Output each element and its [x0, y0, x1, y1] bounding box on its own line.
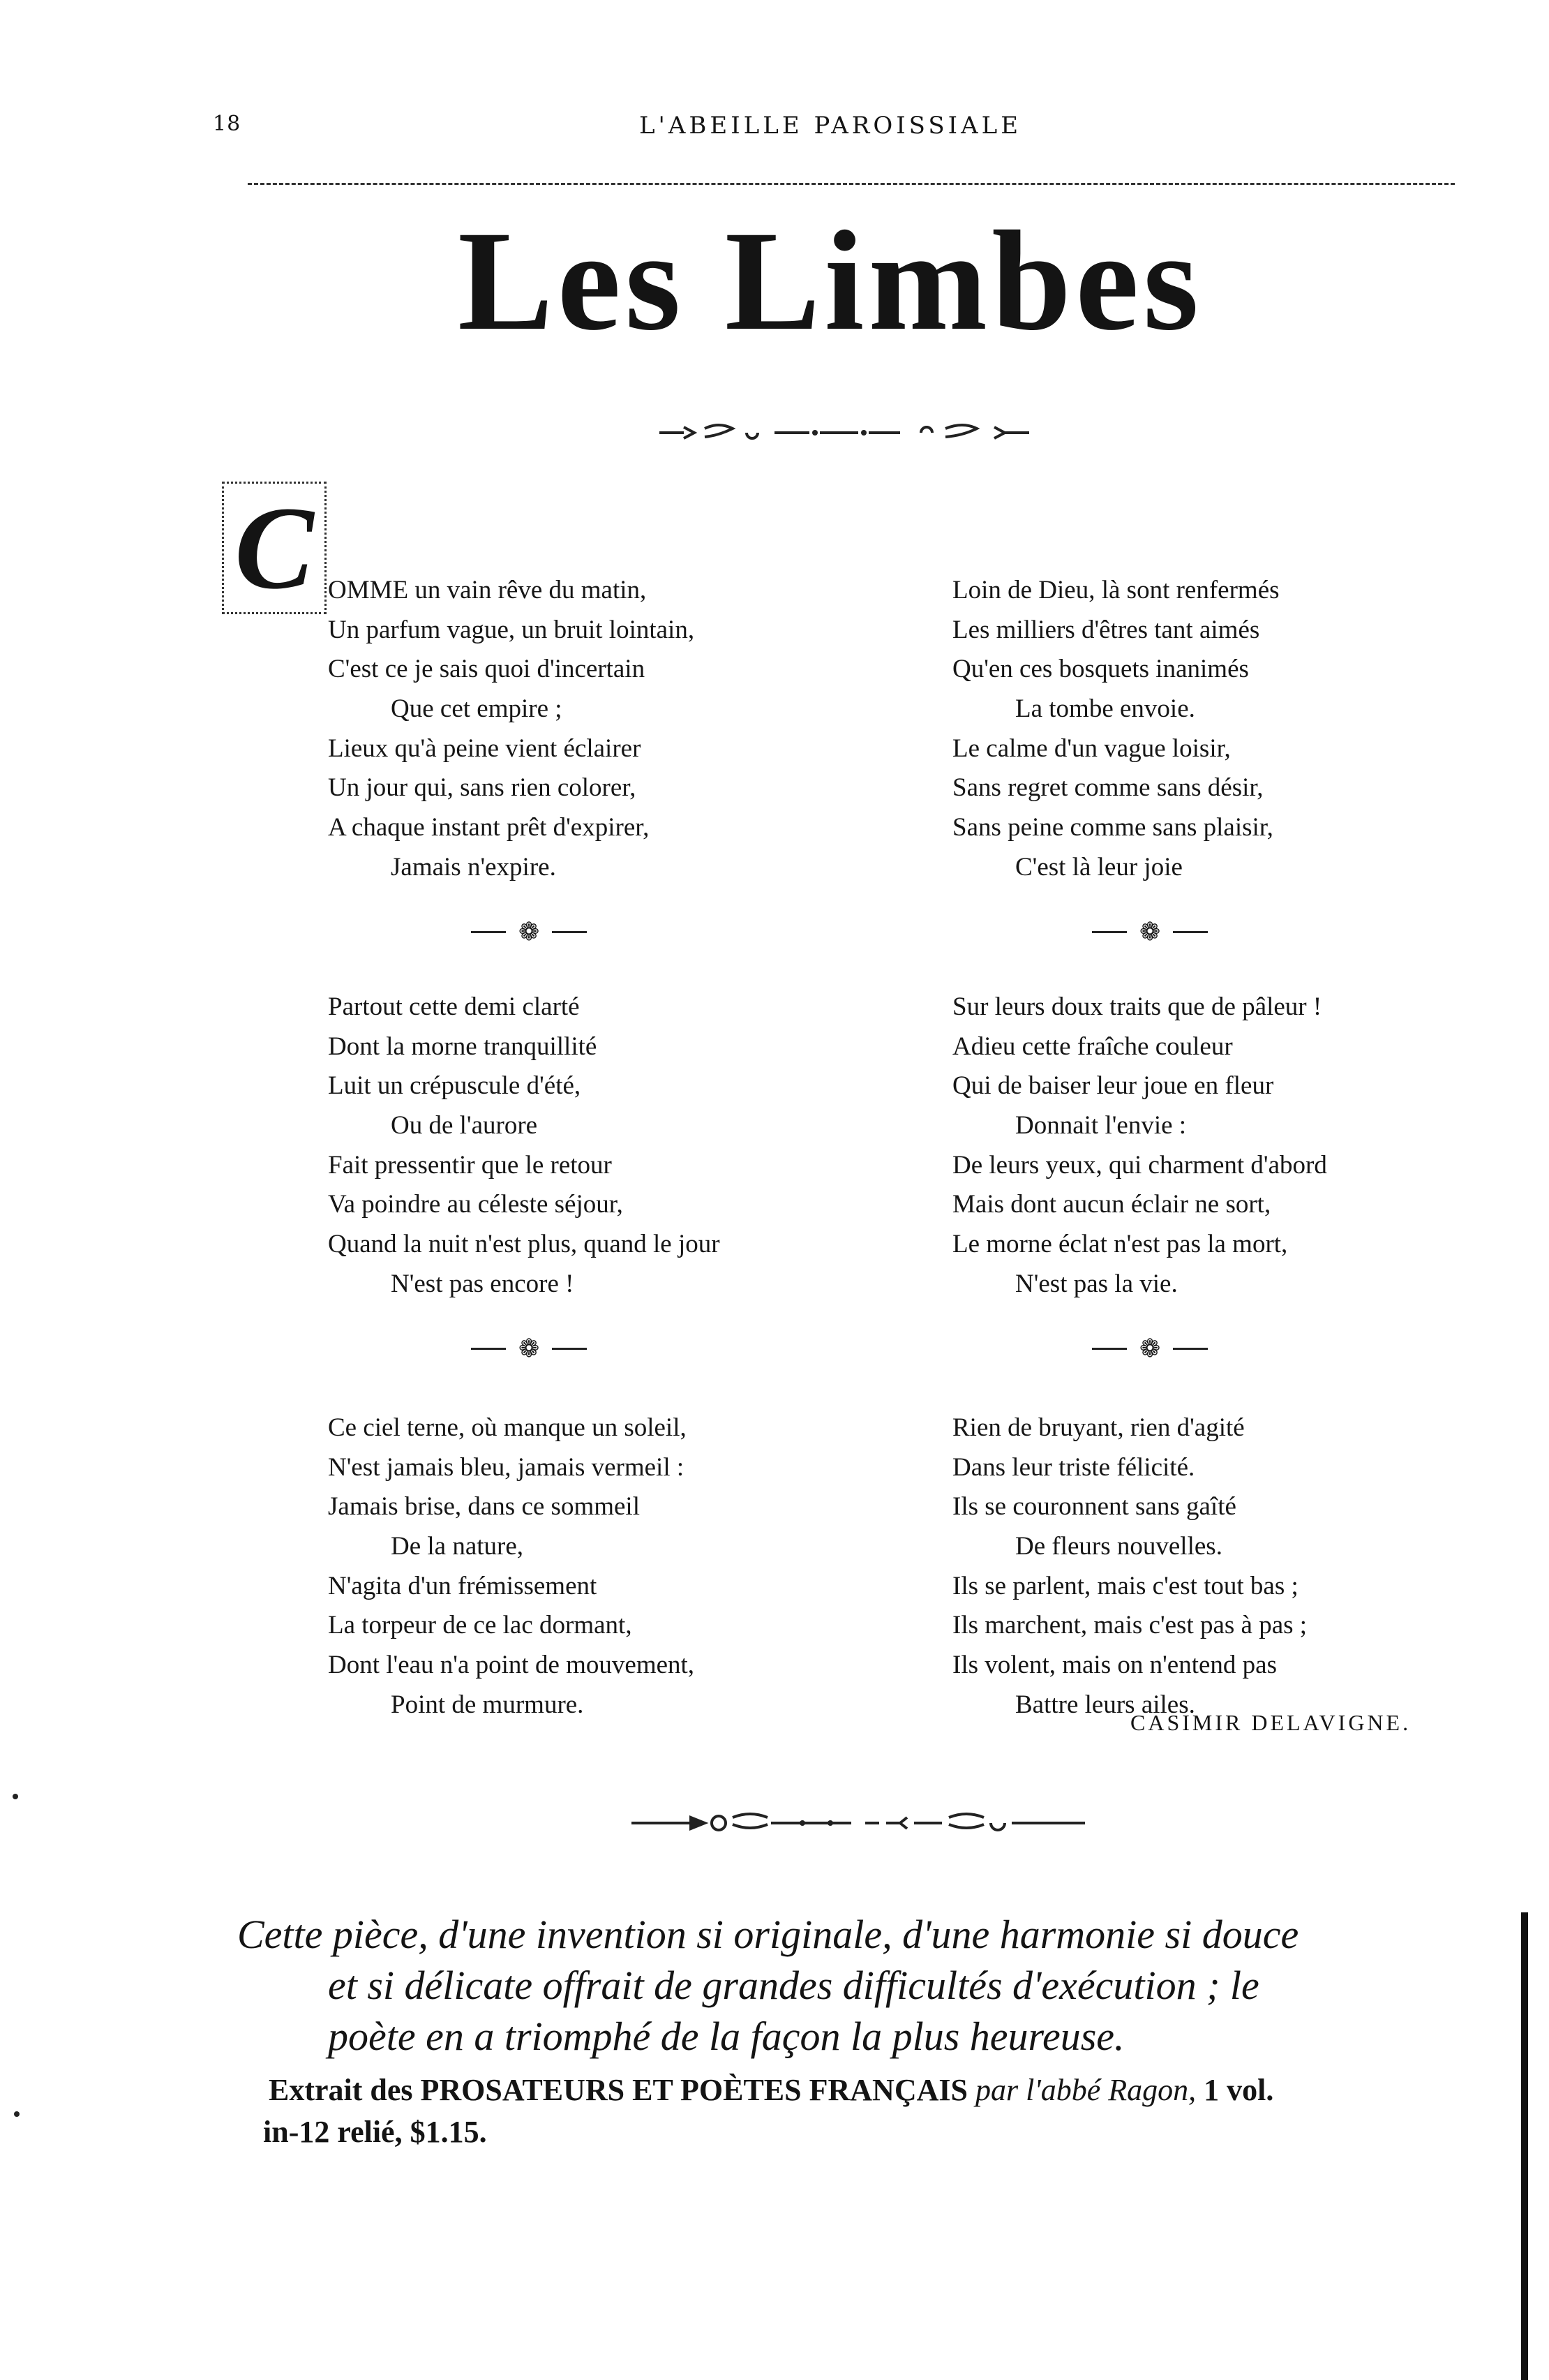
flower-icon: ❁: [1139, 1334, 1161, 1363]
verse-line: A chaque instant prêt d'expirer,: [328, 813, 650, 842]
stanza-separator: [471, 1334, 587, 1363]
verse-line: N'est jamais bleu, jamais vermeil :: [328, 1452, 684, 1482]
stanza-right-3: [952, 1408, 1307, 1725]
verse-line: Sur leurs doux traits que de pâleur !: [952, 992, 1322, 1021]
verse-line: Donnait l'envie :: [1015, 1111, 1187, 1140]
page-number: 18: [213, 112, 241, 136]
scan-speck: [13, 1794, 18, 1799]
stanza-left-2: [328, 988, 720, 1304]
stanza-right-1: [952, 571, 1280, 888]
running-head: L'ABEILLE PAROISSIALE: [638, 112, 1022, 140]
source-note-text: Extrait des PROSATEURS ET POÈTES FRANÇAIS: [269, 2073, 968, 2107]
source-author: par l'abbé Ragon,: [975, 2073, 1197, 2107]
verse-line: Un jour qui, sans rien colorer,: [328, 773, 636, 803]
scan-speck: [14, 2111, 20, 2117]
commentary-line: poète en a triomphé de la façon la plus heureuse.: [328, 2014, 1125, 2059]
title-ornament: [656, 419, 1033, 447]
verse-line: Ils volent, mais on n'entend pas: [952, 1651, 1277, 1680]
verse-line: Qu'en ces bosquets inanimés: [952, 655, 1249, 684]
header-rule: [248, 183, 1455, 185]
verse-line: Fait pressentir que le retour: [328, 1150, 612, 1180]
verse-line: Quand la nuit n'est plus, quand le jour: [328, 1230, 720, 1259]
verse-line: Jamais n'expire.: [391, 852, 556, 882]
verse-line: Qui de baiser leur joue en fleur: [952, 1071, 1274, 1101]
source-price: in-12 relié, $1.15.: [263, 2115, 487, 2149]
flower-icon: ❁: [518, 918, 540, 946]
commentary: [237, 1909, 1472, 2062]
verse-line: C'est ce je sais quoi d'incertain: [328, 655, 645, 684]
verse-line: Point de murmure.: [391, 1690, 584, 1719]
verse-line: Jamais brise, dans ce sommeil: [328, 1492, 640, 1522]
verse-line: Loin de Dieu, là sont renfermés: [952, 576, 1280, 604]
stanza-right-2: [952, 988, 1327, 1304]
verse-line: Dont l'eau n'a point de mouvement,: [328, 1651, 695, 1680]
commentary-line: Cette pièce, d'une invention si originale, d'une harmonie si douce: [237, 1912, 1299, 1957]
verse-line: Ce ciel terne, où manque un soleil,: [328, 1413, 687, 1442]
verse-line: N'agita d'un frémissement: [328, 1571, 597, 1600]
verse-line: La torpeur de ce lac dormant,: [328, 1611, 632, 1640]
verse-line: Sans peine comme sans plaisir,: [952, 813, 1273, 842]
verse-line: Rien de bruyant, rien d'agité: [952, 1413, 1245, 1442]
verse-line: Que cet empire ;: [391, 694, 562, 724]
verse-line: Ils marchent, mais c'est pas à pas ;: [952, 1611, 1308, 1640]
stanza-left-3: [328, 1408, 694, 1725]
stanza-separator: [1092, 918, 1208, 946]
closing-ornament: [628, 1808, 1088, 1836]
scan-edge-line: [1521, 1912, 1528, 2380]
commentary-line: et si délicate offrait de grandes difficultés d'exécution ; le: [328, 1963, 1259, 2008]
flower-icon: ❁: [518, 1334, 540, 1363]
verse-line: N'est pas encore !: [391, 1269, 574, 1298]
verse-line: De fleurs nouvelles.: [1015, 1532, 1222, 1561]
drop-cap: C: [222, 482, 327, 614]
verse-line: De la nature,: [391, 1532, 524, 1561]
verse-line: Mais dont aucun éclair ne sort,: [952, 1190, 1271, 1219]
author-signature: CASIMIR DELAVIGNE.: [1130, 1710, 1412, 1735]
verse-line: Va poindre au céleste séjour,: [328, 1190, 623, 1219]
stanza-separator: [1092, 1334, 1208, 1363]
verse-line: Ou de l'aurore: [391, 1111, 538, 1140]
page-title: Les Limbes: [458, 202, 1203, 360]
verse-line: C'est là leur joie: [1015, 852, 1183, 882]
verse-line: Ils se parlent, mais c'est tout bas ;: [952, 1571, 1299, 1600]
verse-line: Lieux qu'à peine vient éclairer: [328, 734, 641, 763]
verse-line: Le calme d'un vague loisir,: [952, 734, 1231, 763]
verse-line: De leurs yeux, qui charment d'abord: [952, 1150, 1327, 1180]
flower-icon: ❁: [1139, 918, 1161, 946]
verse-line: Un parfum vague, un bruit lointain,: [328, 615, 695, 644]
verse-line: Ils se couronnent sans gaîté: [952, 1492, 1236, 1522]
stanza-separator: [471, 918, 587, 946]
stanza-left-1: [328, 571, 694, 888]
verse-line: La tombe envoie.: [1015, 694, 1195, 724]
verse-line: Adieu cette fraîche couleur: [952, 1032, 1233, 1061]
verse-line: Dont la morne tranquillité: [328, 1032, 597, 1061]
verse-line: N'est pas la vie.: [1015, 1269, 1178, 1298]
source-volume: 1 vol.: [1204, 2073, 1274, 2107]
verse-line: Luit un crépuscule d'été,: [328, 1071, 581, 1101]
verse-line: Les milliers d'êtres tant aimés: [952, 615, 1260, 644]
verse-line: Sans regret comme sans désir,: [952, 773, 1264, 803]
source-note: [263, 2069, 1476, 2153]
verse-line: Dans leur triste félicité.: [952, 1452, 1195, 1482]
verse-line: Le morne éclat n'est pas la mort,: [952, 1230, 1288, 1259]
verse-line: Battre leurs ailes.: [1015, 1690, 1195, 1719]
verse-line: OMME un vain rêve du matin,: [328, 576, 647, 604]
verse-line: Partout cette demi clarté: [328, 992, 580, 1021]
